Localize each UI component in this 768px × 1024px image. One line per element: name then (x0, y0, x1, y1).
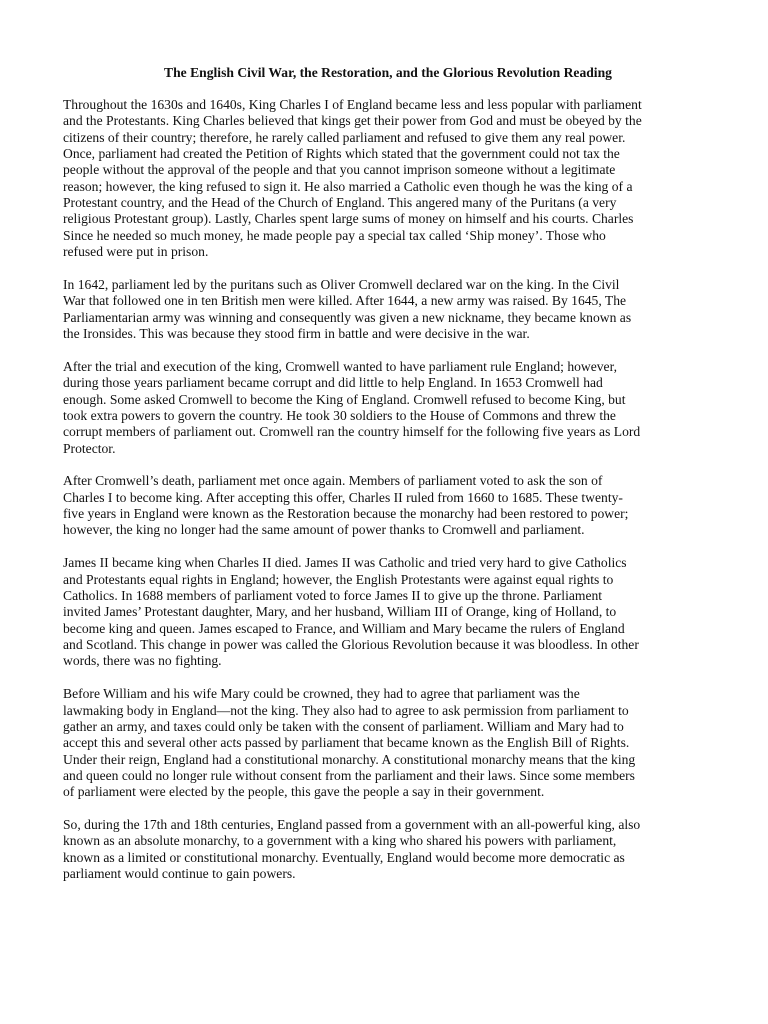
text-line: Before William and his wife Mary could be crowned, they had to agree that parliament was the (63, 686, 580, 702)
text-line: five years in England were known as the Restoration because the monarchy had been restored to power; (63, 506, 629, 522)
text-line: and the Protestants. King Charles believed that kings get their power from God and must be obeyed by the (63, 113, 642, 129)
text-line: took extra powers to govern the country. He took 30 soldiers to the House of Commons and threw the (63, 407, 616, 423)
paragraph-4 (63, 473, 713, 538)
paragraph-5 (63, 555, 713, 669)
paragraph-3 (63, 359, 713, 457)
text-line: gather an army, and taxes could only be taken with the consent of parliament. William and Mary had to (63, 718, 624, 734)
text-line: invited James’ Protestant daughter, Mary, and her husband, William III of Orange, king of Holland, to (63, 604, 617, 620)
paragraph-7 (63, 817, 713, 882)
paragraph-6 (63, 686, 713, 800)
document-page (63, 64, 713, 899)
text-line: So, during the 17th and 18th centuries, England passed from a government with an all-powerful king, also (63, 817, 641, 833)
text-line: and Scotland. This change in power was called the Glorious Revolution because it was bloodless. In other (63, 636, 639, 652)
text-line: religious Protestant group). Lastly, Charles spent large sums of money on himself and his courts. Charles (63, 211, 634, 227)
text-line: enough. Some asked Cromwell to become the King of England. Cromwell refused to become King, but (63, 391, 626, 407)
text-line: reason; however, the king refused to sign it. He also married a Catholic even though he was the king of a (63, 178, 633, 194)
text-line: citizens of their country; therefore, he rarely called parliament and refused to give them any real power. (63, 129, 626, 145)
text-line: Throughout the 1630s and 1640s, King Charles I of England became less and less popular with parliament (63, 97, 642, 112)
text-line: known as an absolute monarchy, to a government with a king who shared his powers with parliament, (63, 833, 617, 849)
text-line: parliament would continue to gain powers. (63, 866, 296, 882)
text-line: War that followed one in ten British men were killed. After 1644, a new army was raised. By 1645, The (63, 293, 627, 309)
document-body (63, 97, 713, 882)
text-line: Protestant country, and the Head of the Church of England. This angered many of the Puritans (a very (63, 195, 617, 211)
text-line: corrupt members of parliament out. Cromwell ran the country himself for the following five years as Lord (63, 424, 641, 440)
text-line: James II became king when Charles II died. James II was Catholic and tried very hard to give Catholics (63, 555, 627, 571)
text-line: Once, parliament had created the Petition of Rights which stated that the government could not tax the (63, 146, 620, 162)
document-title: The English Civil War, the Restoration, and the Glorious Revolution Reading (164, 65, 612, 80)
text-line: the Ironsides. This was because they stood firm in battle and were decisive in the war. (63, 325, 530, 341)
text-line: of parliament were elected by the people, this gave the people a say in their government. (63, 784, 545, 800)
text-line: lawmaking body in England—not the king. They also had to agree to ask permission from parliament to (63, 702, 629, 718)
text-line: refused were put in prison. (63, 244, 209, 260)
text-line: Since he needed so much money, he made people pay a special tax called ‘Ship money’. Those who (63, 227, 606, 243)
text-line: After the trial and execution of the king, Cromwell wanted to have parliament rule England; however, (63, 358, 617, 374)
text-line: In 1642, parliament led by the puritans such as Oliver Cromwell declared war on the king. In the Civil (63, 276, 620, 292)
text-line: become king and queen. James escaped to France, and William and Mary became the rulers of England (63, 620, 625, 636)
text-line: people without the approval of the people and that you cannot imprison someone without a legitimate (63, 162, 616, 178)
text-line: Protector. (63, 440, 116, 456)
text-line: Parliamentarian army was winning and consequently was given a new nickname, they became known as (63, 309, 632, 325)
paragraph-1 (63, 97, 713, 260)
text-line: and queen could no longer rule without consent from the parliament and their laws. Since some members (63, 767, 635, 783)
text-line: accept this and several other acts passed by parliament that became known as the English Bill of Rights. (63, 735, 630, 751)
text-line: words, there was no fighting. (63, 653, 222, 669)
text-line: Catholics. In 1688 members of parliament voted to force James II to give up the throne. Parliament (63, 587, 603, 603)
text-line: during those years parliament became corrupt and did little to help England. In 1653 Cromwell had (63, 375, 603, 391)
text-line: and Protestants equal rights in England; however, the English Protestants were against equal rights to (63, 571, 614, 587)
text-line: After Cromwell’s death, parliament met once again. Members of parliament voted to ask the son of (63, 473, 603, 489)
text-line: however, the king no longer had the same amount of power thanks to Cromwell and parliament. (63, 522, 585, 538)
text-line: Under their reign, England had a constitutional monarchy. A constitutional monarchy means that the king (63, 751, 636, 767)
text-line: Charles I to become king. After accepting this offer, Charles II ruled from 1660 to 1685. These twenty- (63, 489, 623, 505)
paragraph-2 (63, 277, 713, 342)
text-line: known as a limited or constitutional monarchy. Eventually, England would become more democratic as (63, 849, 625, 865)
